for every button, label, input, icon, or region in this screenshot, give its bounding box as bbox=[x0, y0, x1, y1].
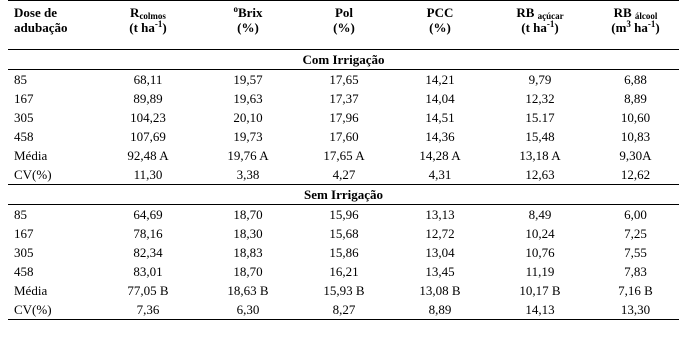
value-cell: 9,30A bbox=[619, 148, 652, 163]
value-cell: 6,88 bbox=[624, 72, 647, 87]
value-cell: 17,65 bbox=[329, 72, 359, 87]
header-rb-alcool-sub: álcool bbox=[634, 11, 658, 21]
header-pol-main: Pol bbox=[334, 5, 354, 20]
value-cell: 12,72 bbox=[425, 226, 455, 241]
value-cell: 11,30 bbox=[133, 167, 163, 182]
value-cell: 10,83 bbox=[620, 129, 651, 144]
section-title-row bbox=[8, 50, 679, 70]
value-cell: 12,63 bbox=[525, 167, 555, 182]
row-label-cell: 458 bbox=[14, 264, 34, 279]
value-cell: 10,17 B bbox=[519, 283, 561, 298]
value-cell: 10,76 bbox=[525, 245, 555, 260]
value-cell: 4,27 bbox=[332, 167, 356, 182]
value-cell: 18,83 bbox=[233, 245, 263, 260]
value-cell: 15,86 bbox=[329, 245, 359, 260]
value-cell: 17,60 bbox=[329, 129, 359, 144]
header-dose-line1: Dose de bbox=[14, 5, 57, 20]
value-cell: 18,63 B bbox=[227, 283, 269, 298]
value-cell: 19,63 bbox=[233, 91, 263, 106]
value-cell: 10,60 bbox=[620, 110, 651, 125]
value-cell: 17,96 bbox=[329, 110, 359, 125]
table-row bbox=[8, 262, 679, 281]
row-label-cell: 167 bbox=[14, 226, 34, 241]
value-cell: 6,30 bbox=[236, 302, 260, 317]
table-row bbox=[8, 165, 679, 185]
value-cell: 68,11 bbox=[133, 72, 163, 87]
row-label-cell: 85 bbox=[14, 72, 27, 87]
value-cell: 78,16 bbox=[133, 226, 163, 241]
row-label-cell: CV(%) bbox=[14, 167, 52, 182]
header-rb-acucar-sub: açúcar bbox=[537, 11, 564, 21]
table-row bbox=[8, 70, 679, 90]
header-brix-unit: (%) bbox=[237, 20, 259, 35]
value-cell: 14,51 bbox=[425, 110, 455, 125]
header-pcc-unit: (%) bbox=[429, 20, 451, 35]
header-rb-alcool-unit-a: (m bbox=[611, 20, 627, 35]
header-rcolmos-main: R bbox=[130, 5, 140, 20]
row-label-cell: 85 bbox=[14, 207, 27, 222]
table-body bbox=[8, 50, 679, 320]
value-cell: 12,32 bbox=[525, 91, 555, 106]
value-cell: 9,79 bbox=[528, 72, 552, 87]
value-cell: 19,76 A bbox=[227, 148, 269, 163]
value-cell: 8,89 bbox=[428, 302, 452, 317]
table-row bbox=[8, 224, 679, 243]
header-rb-alcool-unit-sup1: 3 bbox=[626, 19, 631, 29]
value-cell: 15.17 bbox=[525, 110, 555, 125]
header-rb-alcool-main: RB bbox=[613, 5, 632, 20]
value-cell: 10,24 bbox=[525, 226, 555, 241]
value-cell: 3,38 bbox=[236, 167, 260, 182]
value-cell: 15,96 bbox=[329, 207, 359, 222]
table-row bbox=[8, 89, 679, 108]
value-cell: 7,55 bbox=[624, 245, 647, 260]
header-rb-acucar-unit-b: ) bbox=[554, 20, 559, 35]
value-cell: 7,36 bbox=[136, 302, 160, 317]
value-cell: 7,16 B bbox=[618, 283, 653, 298]
value-cell: 8,27 bbox=[332, 302, 356, 317]
header-pcc bbox=[392, 1, 488, 50]
value-cell: 19,57 bbox=[233, 72, 263, 87]
table-row bbox=[8, 127, 679, 146]
value-cell: 18,70 bbox=[233, 207, 263, 222]
value-cell: 14,13 bbox=[525, 302, 555, 317]
value-cell: 13,45 bbox=[425, 264, 455, 279]
table-row bbox=[8, 205, 679, 225]
value-cell: 13,04 bbox=[425, 245, 455, 260]
table-row bbox=[8, 300, 679, 320]
value-cell: 14,28 A bbox=[419, 148, 461, 163]
header-rb-acucar bbox=[488, 1, 592, 50]
header-pcc-main: PCC bbox=[426, 5, 454, 20]
header-rb-alcool-unit-sup2: -1 bbox=[647, 19, 656, 29]
header-dose-line2: adubação bbox=[14, 20, 68, 35]
value-cell: 17,65 A bbox=[323, 148, 365, 163]
header-pol-unit: (%) bbox=[333, 20, 355, 35]
value-cell: 64,69 bbox=[133, 207, 163, 222]
value-cell: 82,34 bbox=[133, 245, 163, 260]
table-row bbox=[8, 108, 679, 127]
header-brix-main: Brix bbox=[237, 5, 263, 20]
table-row bbox=[8, 243, 679, 262]
row-label-cell: 305 bbox=[14, 245, 34, 260]
header-rb-acucar-unit-sup: -1 bbox=[546, 19, 555, 29]
section-title: Sem Irrigação bbox=[303, 187, 384, 202]
value-cell: 16,21 bbox=[329, 264, 359, 279]
header-rcolmos-unit-a: (t ha bbox=[129, 20, 155, 35]
row-label-cell: Média bbox=[14, 148, 48, 163]
value-cell: 13,18 A bbox=[519, 148, 561, 163]
value-cell: 13,30 bbox=[620, 302, 651, 317]
row-label-cell: 167 bbox=[14, 91, 34, 106]
header-rb-alcool bbox=[592, 1, 679, 50]
header-brix-degree: o bbox=[233, 4, 238, 14]
value-cell: 14,36 bbox=[425, 129, 455, 144]
value-cell: 104,23 bbox=[130, 110, 166, 125]
row-label-cell: Média bbox=[14, 283, 48, 298]
value-cell: 89,89 bbox=[133, 91, 163, 106]
value-cell: 13,13 bbox=[425, 207, 455, 222]
value-cell: 15,48 bbox=[525, 129, 555, 144]
row-label-cell: CV(%) bbox=[14, 302, 52, 317]
section-title: Com Irrigação bbox=[302, 52, 385, 67]
table-row bbox=[8, 146, 679, 165]
value-cell: 14,21 bbox=[425, 72, 455, 87]
value-cell: 18,30 bbox=[233, 226, 263, 241]
value-cell: 7,83 bbox=[624, 264, 647, 279]
header-rcolmos-sub: colmos bbox=[139, 11, 166, 21]
value-cell: 13,08 B bbox=[419, 283, 461, 298]
value-cell: 20,10 bbox=[233, 110, 263, 125]
value-cell: 83,01 bbox=[133, 264, 163, 279]
value-cell: 92,48 A bbox=[127, 148, 169, 163]
value-cell: 15,93 B bbox=[323, 283, 365, 298]
value-cell: 12,62 bbox=[620, 167, 651, 182]
value-cell: 17,37 bbox=[329, 91, 359, 106]
header-dose bbox=[8, 1, 96, 50]
row-label-cell: 305 bbox=[14, 110, 34, 125]
value-cell: 14,04 bbox=[425, 91, 455, 106]
header-rcolmos-unit-b: ) bbox=[162, 20, 167, 35]
header-brix bbox=[200, 1, 296, 50]
header-rcolmos-unit-sup: -1 bbox=[154, 19, 163, 29]
value-cell: 11,19 bbox=[525, 264, 555, 279]
value-cell: 19,73 bbox=[233, 129, 263, 144]
value-cell: 15,68 bbox=[329, 226, 359, 241]
value-cell: 8,49 bbox=[528, 207, 552, 222]
value-cell: 18,70 bbox=[233, 264, 263, 279]
value-cell: 7,25 bbox=[624, 226, 647, 241]
value-cell: 8,89 bbox=[624, 91, 647, 106]
results-table bbox=[8, 0, 679, 320]
row-label-cell: 458 bbox=[14, 129, 34, 144]
value-cell: 107,69 bbox=[130, 129, 166, 144]
header-rcolmos bbox=[96, 1, 200, 50]
value-cell: 6,00 bbox=[624, 207, 647, 222]
value-cell: 4,31 bbox=[428, 167, 452, 182]
header-rb-acucar-main: RB bbox=[516, 5, 535, 20]
value-cell: 77,05 B bbox=[127, 283, 169, 298]
header-rb-acucar-unit-a: (t ha bbox=[521, 20, 547, 35]
header-rb-alcool-unit-mid: ha bbox=[630, 20, 648, 35]
header-row bbox=[8, 1, 679, 50]
header-pol bbox=[296, 1, 392, 50]
section-title-row bbox=[8, 185, 679, 205]
header-rb-alcool-unit-b: ) bbox=[655, 20, 660, 35]
table-row bbox=[8, 281, 679, 300]
